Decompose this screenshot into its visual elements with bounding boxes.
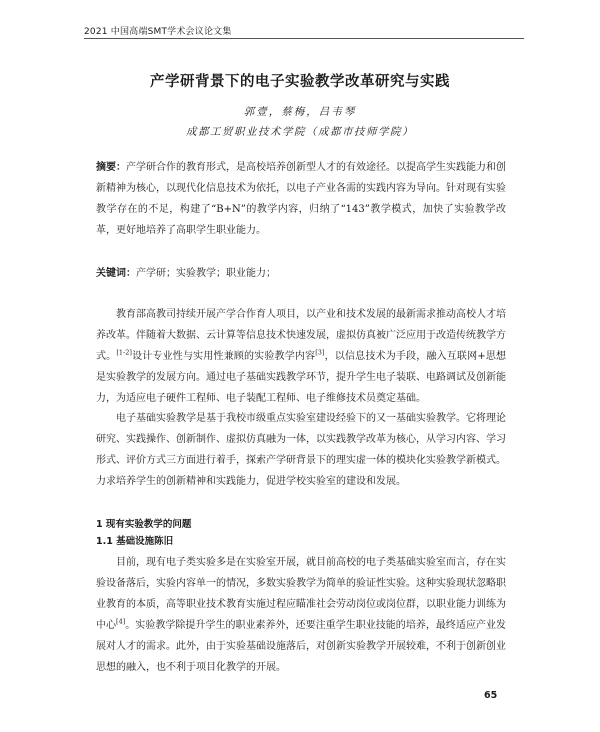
abstract-text: 产学研合作的教育形式，是高校培养创新型人才的有效途径。以提高学生实践能力和创新精神为核心，以现代化信息技术为依托，以电子产业各需的实践内容为导向。针对现有实验教学存在的不足，构建了“B+N”的教学内容，归纳了“143”教学模式，加快了实验教学改革，更好地培养了高职学生职业能力。 <box>96 162 506 236</box>
citation-4: [4] <box>116 617 126 626</box>
intro-paragraph-1 <box>96 304 506 409</box>
citation-1-2: [1-2] <box>116 348 132 357</box>
keywords-text: 产学研；实验教学；职业能力； <box>136 268 276 279</box>
running-header: 2021 中国高端SMT学术会议论文集 <box>84 27 232 37</box>
intro-p1-part-a: 教育部高教司持续开展产学合作育人项目，以产业和技术发展的最新需求推动高校人才培养改革。伴随着大数据、云计算等信息技术快速发展，虚拟仿真被广泛应用于改造传统教学方式。 <box>96 309 506 362</box>
authors: 郭壹，蔡梅，吕韦琴 <box>243 106 357 118</box>
section-heading: 1 现有实验教学的问题 <box>96 519 192 530</box>
paper-title: 产学研背景下的电子实验教学改革研究与实践 <box>150 74 450 90</box>
subsection-heading: 1.1 基础设施陈旧 <box>96 536 174 547</box>
abstract <box>96 157 506 241</box>
intro-paragraph-2: 电子基础实验教学是基于我校市级重点实验室建设经验下的又一基础实验教学。它将理论研究、实践操作、创新制作、虚拟仿真融为一体，以实践教学改革为核心，从学习内容、学习形式、评价方式三方面进行着手，探索产学研背景下的理实虚一体的模块化实验教学新模式。力求培养学生的创新精神和实践能力，促进学校实验室的建设和发展。 <box>96 413 506 487</box>
section-paragraph <box>96 552 506 678</box>
intro-p1-part-c: ，以信息技术为手段，融入互联网+思想是实验教学的发展方向。通过电子基础实践教学环节，提升学生电子装联、电路调试及创新能力，为适应电子硬件工程师、电子装配工程师、电子维修技术员奠定基础。 <box>96 351 507 404</box>
header-rule <box>84 38 524 39</box>
section-p-part-a: 目前，现有电子类实验多是在实验室开展，就目前高校的电子类基础实验室而言，存在实验设备落后，实验内容单一的情况，多数实验教学为简单的验证性实验。这种实验现状忽略职业教育的本质，高等职业技术教育实施过程应瞄准社会劳动岗位或岗位群，以职业能力训练为中心 <box>96 557 506 631</box>
abstract-label: 摘要： <box>96 162 126 173</box>
page-number: 65 <box>484 690 498 701</box>
affiliation: 成都工贸职业技术学院（成都市技师学院） <box>186 126 414 138</box>
section-p-part-b: 。实验教学除提升学生的职业素养外，还要注重学生职业技能的培养，最终适应产业发展对人才的需求。此外，由于实验基础设施落后，对创新实验教学开展较难，不利于创新创业思想的融入，也不利于项目化教学的开展。 <box>96 620 507 673</box>
keywords <box>96 263 506 284</box>
intro-p1-part-b: 设计专业性与实用性兼顾的实验教学内容 <box>131 351 316 362</box>
keywords-label: 关键词： <box>96 268 136 279</box>
citation-3: [3] <box>315 348 325 357</box>
